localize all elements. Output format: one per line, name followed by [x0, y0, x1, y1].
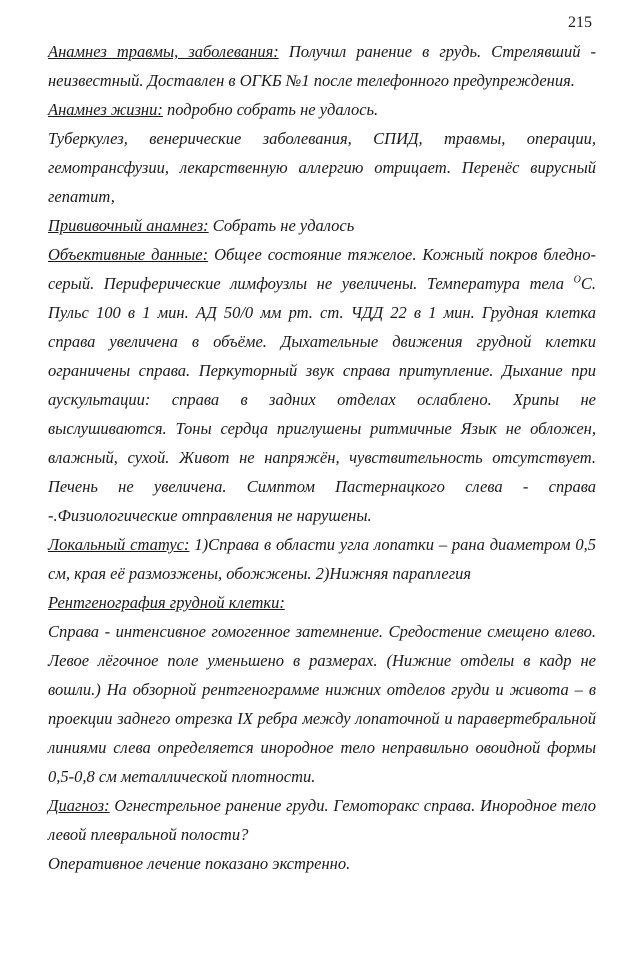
- xray-text: Справа - интенсивное гомогенное затемнение. Средостение смещено влево. Левое лёгочное поле уменьшено в размерах. (Нижние отделы в кадр не вошли.) На обзорной рентгенограмме нижних отделов груди и живота – в проекции заднего отрезка IX ребра между лопаточной и паравертебральной линиями слева определяется инородное тело неправильно овоидной формы 0,5-0,8 см металлической плотности.: [48, 622, 596, 786]
- local-status-text: 1)Справа в области угла лопатки – рана диаметром 0,5 см, края её размозжены, обожжены. 2)Нижняя параплегия: [48, 535, 596, 583]
- vaccination-text: Собрать не удалось: [212, 216, 355, 235]
- diagnosis-heading: Диагноз:: [48, 796, 110, 815]
- local-status-paragraph: [48, 530, 596, 588]
- life-history-heading: Анамнез жизни:: [48, 100, 163, 119]
- objective-text-part2: С. Пульс 100 в 1 мин. АД 50/0 мм рт. ст. ЧДД 22 в 1 мин. Грудная клетка справа увеличена в объёме. Дыхательные движения грудной клетки ограничены справа. Перкуторный звук справа притупление. Дыхание при аускультации: справа в задних отделах ослаблено. Хрипы не выслушиваются. Тоны сердца приглушены ритмичные Язык не обложен, влажный, сухой. Живот не напряжён, чувствительность отсутствует. Печень не увеличена. Симптом Пастернацкого слева - справа -.Физиологические отправления не нарушены.: [48, 274, 596, 525]
- life-history-details: Туберкулез, венерические заболевания, СПИД, травмы, операции, гемотрансфузии, лекарственную аллергию отрицает. Перенёс вирусный гепатит,: [48, 129, 596, 206]
- medical-record-body: [48, 37, 596, 878]
- xray-heading: Рентгенография грудной клетки:: [48, 593, 285, 612]
- vaccination-heading: Прививочный анамнез:: [48, 216, 209, 235]
- diagnosis-paragraph: [48, 791, 596, 849]
- local-status-heading: Локальный статус:: [48, 535, 190, 554]
- page-number: 215: [568, 14, 592, 31]
- injury-history-paragraph: [48, 37, 596, 95]
- life-history-text: подробно собрать не удалось.: [167, 100, 379, 119]
- vaccination-paragraph: [48, 211, 596, 240]
- injury-history-heading: Анамнез травмы, заболевания:: [48, 42, 279, 61]
- objective-text-part1: Общее состояние тяжелое. Кожный покров бледно-серый. Периферические лимфоузлы не увеличены. Температура тела: [48, 245, 596, 293]
- injury-history-text: Получил ранение в грудь. Стрелявший - неизвестный. Доставлен в ОГКБ №1 после телефонного предупреждения.: [48, 42, 597, 90]
- treatment-text: Оперативное лечение показано экстренно.: [48, 854, 351, 873]
- objective-paragraph: [48, 240, 596, 530]
- life-history-paragraph: [48, 95, 596, 124]
- objective-heading: Объективные данные:: [48, 245, 209, 264]
- degree-superscript: O: [573, 274, 581, 286]
- diagnosis-text: Огнестрельное ранение груди. Гемоторакс справа. Инородное тело левой плевральной полости?: [48, 796, 597, 844]
- xray-heading-paragraph: [48, 588, 596, 617]
